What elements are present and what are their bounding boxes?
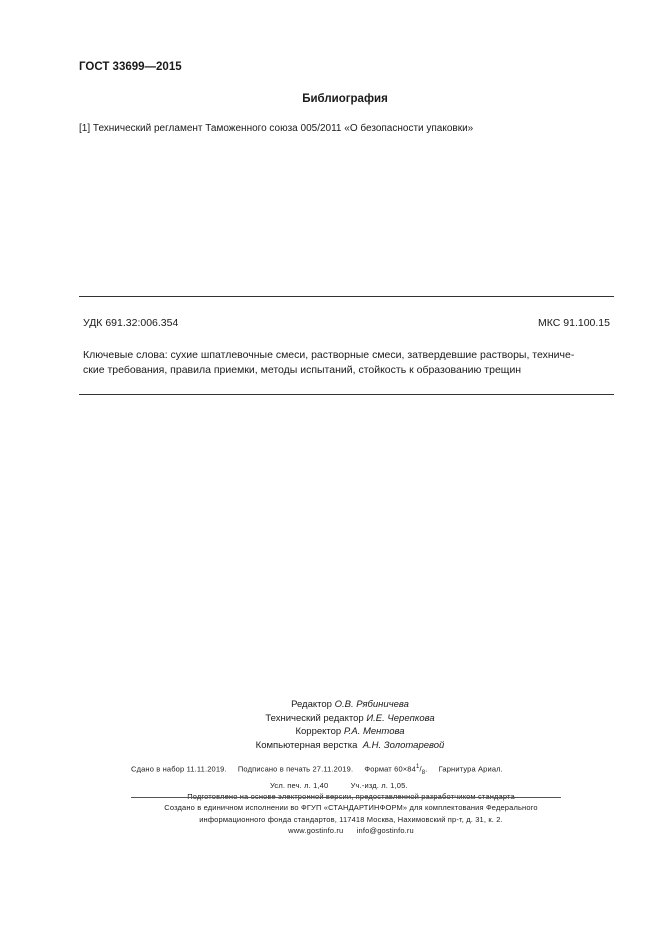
production-line-2: Усл. печ. л. 1,40 Уч.-изд. л. 1,05. [270,780,408,790]
divider-top [79,296,614,297]
divider-bottom [79,394,614,395]
credit-tech-editor-name: И.Е. Черепкова [366,712,435,724]
credit-corrector-label: Корректор [295,726,342,737]
production-line-1-tail: . Гарнитура Ариал. [425,764,503,774]
publisher-line-1: Создано в единичном исполнении во ФГУП «СТАНДАРТИНФОРМ» для комплектования Федерального [164,803,538,812]
format-sub: 8 [421,770,426,776]
publisher-line-2: информационного фонда стандартов, 117418 Москва, Нахимовский пр-т, д. 31, к. 2. [199,814,503,824]
production-line-3: Подготовлено на основе электронной версии, предоставленной разработчиком стандарта [187,792,515,801]
publisher-info [131,802,571,837]
production-line-1-text: Сдано в набор 11.11.2019. Подписано в печать 27.11.2019. Формат 60×84 [131,764,416,774]
publisher-line-3: www.gostinfo.ru info@gostinfo.ru [288,826,414,835]
bibliography-item: [1] Технический регламент Таможенного союза 005/2011 «О безопасности упаковки» [79,123,474,134]
mks-code: МКС 91.100.15 [538,317,610,329]
credit-editor-label: Редактор [291,699,332,710]
credit-editor-name: О.В. Рябиничева [334,699,409,710]
format-sup: 1 [415,764,420,770]
credit-layout-name: А.Н. Золотаревой [362,739,445,751]
divider-publisher [131,797,561,798]
credit-editor [0,698,661,712]
credit-tech-editor [0,712,661,726]
credits-block [0,698,661,752]
keywords [83,348,613,378]
keywords-line-2: ские требования, правила приемки, методы испытаний, стойкость к образованию трещин [83,364,522,376]
bibliography-title: Библиография [302,93,388,105]
keywords-line-1: Ключевые слова: сухие шпатлевочные смеси, растворные смеси, затвердевшие растворы, техниче- [83,349,575,361]
credit-tech-editor-label: Технический редактор [265,712,364,724]
credit-corrector-name: Р.А. Ментова [343,726,405,737]
credit-layout [0,739,661,753]
credit-corrector [0,725,661,739]
document-code: ГОСТ 33699—2015 [79,61,182,73]
production-line-1: Сдано в набор 11.11.2019. Подписано в печать 27.11.2019. Формат $60\times 84^1/_8$. Гарнитура Ариал. [131,764,503,776]
credit-layout-label: Компьютерная верстка [255,739,358,751]
udk-code: УДК 691.32:006.354 [83,317,179,329]
